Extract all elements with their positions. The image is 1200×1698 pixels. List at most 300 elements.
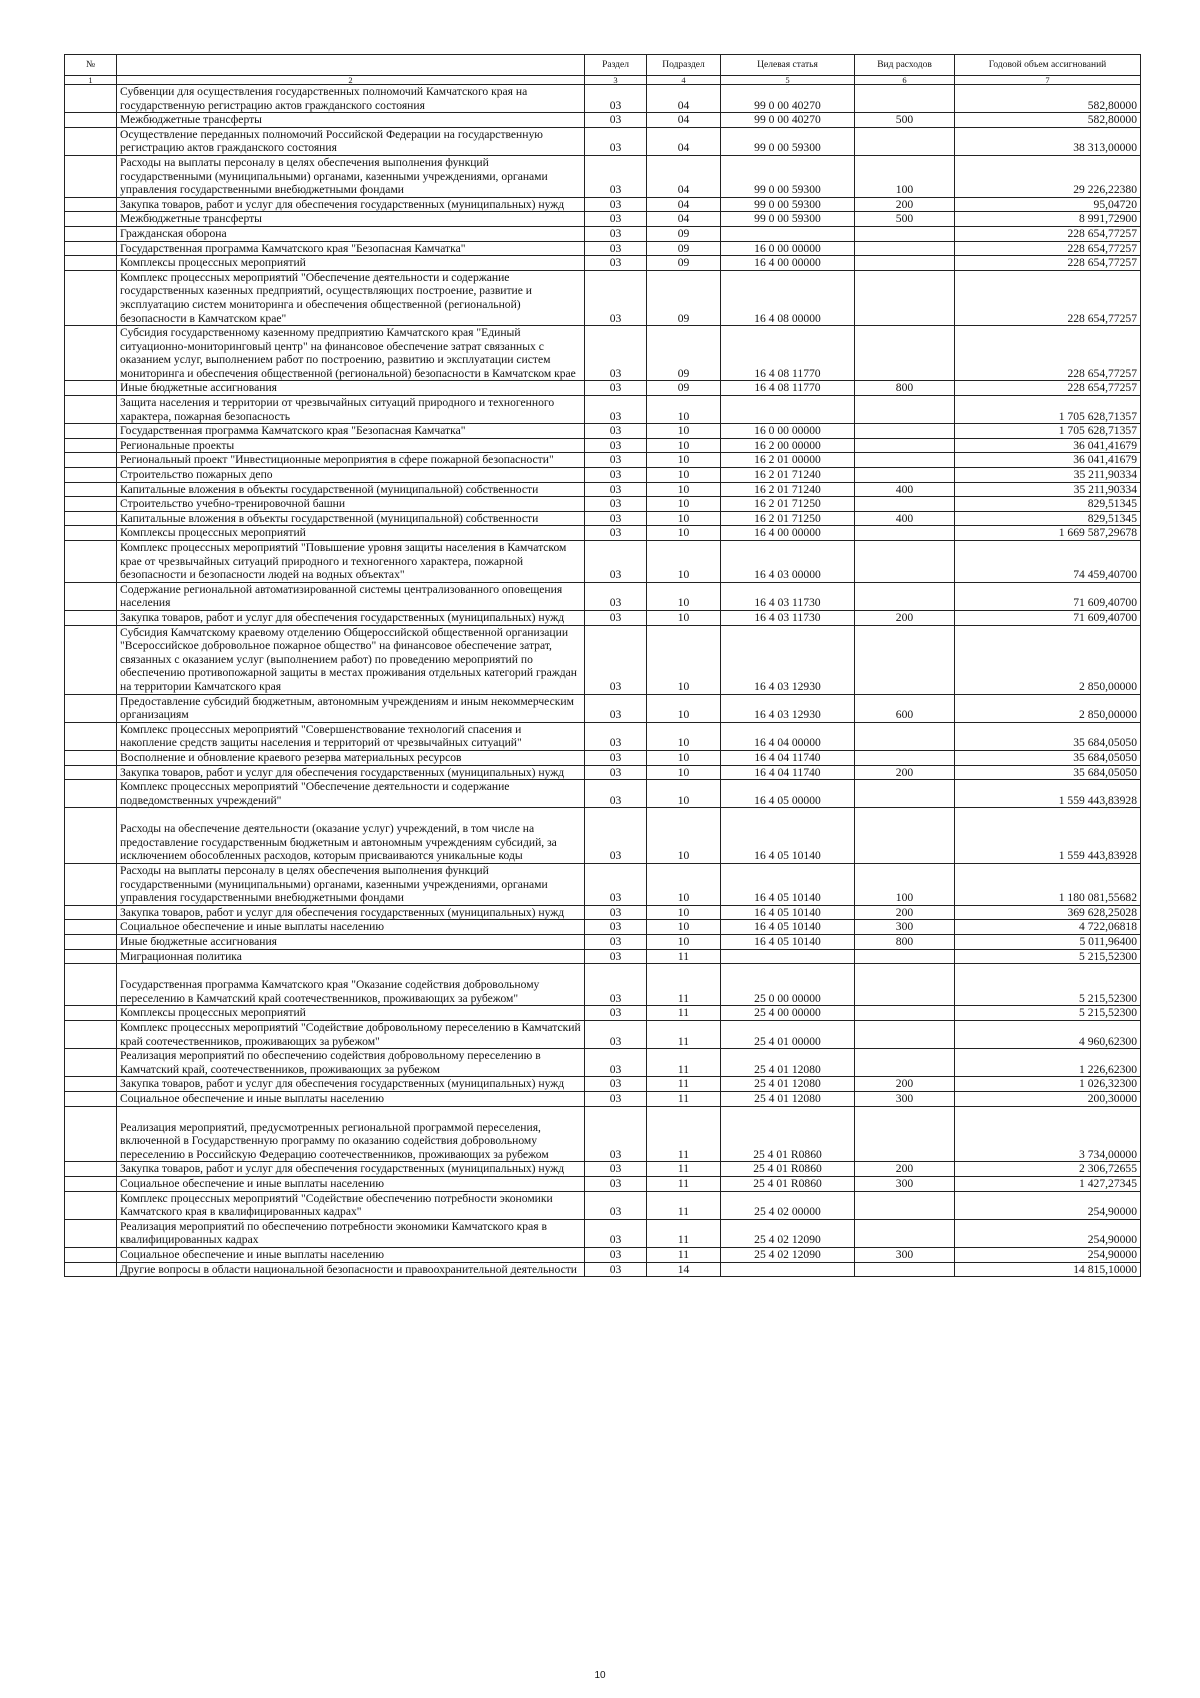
row-number-cell	[65, 212, 117, 227]
row-podrazdel: 11	[647, 1077, 721, 1092]
row-razdel: 03	[585, 765, 647, 780]
header-name	[117, 55, 585, 76]
row-target-article: 99 0 00 59300	[721, 197, 855, 212]
row-number-cell	[65, 610, 117, 625]
row-razdel: 03	[585, 1191, 647, 1219]
row-target-article: 16 0 00 00000	[721, 241, 855, 256]
row-target-article: 16 4 04 11740	[721, 765, 855, 780]
row-name: Реализация мероприятий по обеспечению потребности экономики Камчатского края в квалифицированных кадрах	[117, 1219, 585, 1247]
row-podrazdel: 11	[647, 1106, 721, 1162]
row-razdel: 03	[585, 625, 647, 694]
row-name: Миграционная политика	[117, 949, 585, 964]
row-number-cell	[65, 1077, 117, 1092]
row-amount: 1 559 443,83928	[955, 808, 1141, 864]
row-podrazdel: 10	[647, 920, 721, 935]
row-name: Строительство учебно-тренировочной башни	[117, 497, 585, 512]
row-expense-type	[855, 424, 955, 439]
row-target-article: 16 2 01 00000	[721, 453, 855, 468]
row-number-cell	[65, 468, 117, 483]
row-number-cell	[65, 197, 117, 212]
row-name: Региональный проект "Инвестиционные мероприятия в сфере пожарной безопасности"	[117, 453, 585, 468]
row-razdel: 03	[585, 396, 647, 424]
table-row	[65, 326, 1141, 381]
row-number-cell	[65, 1162, 117, 1177]
row-expense-type	[855, 270, 955, 325]
row-number-cell	[65, 497, 117, 512]
row-number-cell	[65, 511, 117, 526]
row-podrazdel: 11	[647, 1006, 721, 1021]
table-row	[65, 438, 1141, 453]
row-podrazdel: 09	[647, 326, 721, 381]
row-expense-type: 100	[855, 864, 955, 906]
row-razdel: 03	[585, 127, 647, 155]
row-target-article: 16 4 08 11770	[721, 381, 855, 396]
table-row	[65, 1077, 1141, 1092]
row-amount: 228 654,77257	[955, 256, 1141, 271]
table-row	[65, 526, 1141, 541]
row-expense-type	[855, 85, 955, 113]
row-amount: 4 722,06818	[955, 920, 1141, 935]
table-row	[65, 113, 1141, 128]
row-amount: 582,80000	[955, 85, 1141, 113]
row-razdel: 03	[585, 1176, 647, 1191]
row-target-article: 25 4 01 R0860	[721, 1176, 855, 1191]
row-razdel: 03	[585, 511, 647, 526]
row-podrazdel: 10	[647, 582, 721, 610]
row-expense-type: 400	[855, 511, 955, 526]
table-row	[65, 905, 1141, 920]
row-expense-type: 800	[855, 381, 955, 396]
row-podrazdel: 10	[647, 438, 721, 453]
row-expense-type	[855, 438, 955, 453]
row-name: Социальное обеспечение и иные выплаты населению	[117, 920, 585, 935]
row-podrazdel: 09	[647, 270, 721, 325]
table-row	[65, 1219, 1141, 1247]
row-razdel: 03	[585, 155, 647, 197]
row-razdel: 03	[585, 438, 647, 453]
table-row	[65, 396, 1141, 424]
row-expense-type	[855, 1219, 955, 1247]
row-name: Реализация мероприятий по обеспечению содействия добровольному переселению в Камчатский край, соотечественников, проживающих за рубежом	[117, 1049, 585, 1077]
row-name: Предоставление субсидий бюджетным, автономным учреждениям и иным некоммерческим организациям	[117, 694, 585, 722]
row-amount: 228 654,77257	[955, 381, 1141, 396]
row-name: Комплексы процессных мероприятий	[117, 526, 585, 541]
row-podrazdel: 11	[647, 1021, 721, 1049]
row-podrazdel: 04	[647, 155, 721, 197]
table-row	[65, 864, 1141, 906]
row-target-article: 25 0 00 00000	[721, 964, 855, 1006]
row-number-cell	[65, 1091, 117, 1106]
row-razdel: 03	[585, 85, 647, 113]
row-number-cell	[65, 526, 117, 541]
row-number-cell	[65, 127, 117, 155]
row-podrazdel: 11	[647, 1247, 721, 1262]
table-row	[65, 1176, 1141, 1191]
table-row	[65, 780, 1141, 808]
row-number-cell	[65, 226, 117, 241]
row-podrazdel: 11	[647, 1091, 721, 1106]
row-name: Социальное обеспечение и иные выплаты населению	[117, 1091, 585, 1106]
row-target-article: 16 4 00 00000	[721, 526, 855, 541]
row-expense-type: 100	[855, 155, 955, 197]
table-row	[65, 256, 1141, 271]
table-row	[65, 241, 1141, 256]
row-expense-type	[855, 241, 955, 256]
row-podrazdel: 10	[647, 526, 721, 541]
row-razdel: 03	[585, 949, 647, 964]
table-row	[65, 1021, 1141, 1049]
row-name: Осуществление переданных полномочий Российской Федерации на государственную регистрацию актов гражданского состояния	[117, 127, 585, 155]
row-amount: 3 734,00000	[955, 1106, 1141, 1162]
table-row	[65, 226, 1141, 241]
table-row	[65, 1262, 1141, 1277]
row-target-article: 16 2 00 00000	[721, 438, 855, 453]
row-number-cell	[65, 582, 117, 610]
row-podrazdel: 11	[647, 1162, 721, 1177]
row-name: Комплекс процессных мероприятий "Обеспечение деятельности и содержание подведомственных учреждений"	[117, 780, 585, 808]
table-header-row	[65, 55, 1141, 76]
row-name: Расходы на обеспечение деятельности (оказание услуг) учреждений, в том числе на предоставление государственным бюджетным и автономным учреждениям субсидий, за исключением обособленных расходов, которым присваиваются уникальные коды	[117, 808, 585, 864]
row-razdel: 03	[585, 1006, 647, 1021]
row-number-cell	[65, 381, 117, 396]
row-number-cell	[65, 949, 117, 964]
row-target-article: 99 0 00 59300	[721, 155, 855, 197]
row-amount: 369 628,25028	[955, 905, 1141, 920]
row-razdel: 03	[585, 526, 647, 541]
row-podrazdel: 10	[647, 541, 721, 583]
row-amount: 1 669 587,29678	[955, 526, 1141, 541]
row-name: Строительство пожарных депо	[117, 468, 585, 483]
row-number-cell	[65, 1006, 117, 1021]
header-num: №	[65, 55, 117, 76]
row-amount: 1 226,62300	[955, 1049, 1141, 1077]
row-razdel: 03	[585, 241, 647, 256]
row-target-article: 25 4 01 12080	[721, 1077, 855, 1092]
row-number-cell	[65, 1049, 117, 1077]
row-amount: 254,90000	[955, 1247, 1141, 1262]
row-amount: 35 211,90334	[955, 482, 1141, 497]
row-target-article: 25 4 01 12080	[721, 1091, 855, 1106]
row-expense-type	[855, 808, 955, 864]
row-target-article: 16 4 05 10140	[721, 905, 855, 920]
column-number: 2	[117, 76, 585, 85]
row-amount: 35 684,05050	[955, 722, 1141, 750]
row-expense-type: 300	[855, 920, 955, 935]
row-amount: 14 815,10000	[955, 1262, 1141, 1277]
row-name: Гражданская оборона	[117, 226, 585, 241]
row-number-cell	[65, 765, 117, 780]
row-name: Государственная программа Камчатского края "Оказание содействия добровольному переселению в Камчатский край соотечественников, проживающих за рубежом"	[117, 964, 585, 1006]
row-expense-type: 800	[855, 935, 955, 950]
row-target-article: 99 0 00 40270	[721, 113, 855, 128]
row-razdel: 03	[585, 482, 647, 497]
row-amount: 36 041,41679	[955, 453, 1141, 468]
row-name: Расходы на выплаты персоналу в целях обеспечения выполнения функций государственными (муниципальными) органами, казенными учреждениями, органами управления государственными внебюджетными фондами	[117, 155, 585, 197]
row-expense-type	[855, 468, 955, 483]
row-target-article: 25 4 02 12090	[721, 1247, 855, 1262]
table-row	[65, 1049, 1141, 1077]
row-razdel: 03	[585, 694, 647, 722]
row-target-article: 16 4 05 00000	[721, 780, 855, 808]
row-podrazdel: 10	[647, 765, 721, 780]
row-number-cell	[65, 1191, 117, 1219]
row-razdel: 03	[585, 197, 647, 212]
row-name: Социальное обеспечение и иные выплаты населению	[117, 1176, 585, 1191]
row-target-article: 16 4 04 00000	[721, 722, 855, 750]
row-name: Межбюджетные трансферты	[117, 113, 585, 128]
row-razdel: 03	[585, 212, 647, 227]
row-number-cell	[65, 155, 117, 197]
row-expense-type: 200	[855, 610, 955, 625]
row-target-article	[721, 226, 855, 241]
row-target-article: 25 4 01 12080	[721, 1049, 855, 1077]
row-number-cell	[65, 808, 117, 864]
row-target-article: 99 0 00 59300	[721, 212, 855, 227]
row-name: Субвенции для осуществления государственных полномочий Камчатского края на государственную регистрацию актов гражданского состояния	[117, 85, 585, 113]
row-amount: 829,51345	[955, 511, 1141, 526]
row-razdel: 03	[585, 780, 647, 808]
row-name: Закупка товаров, работ и услуг для обеспечения государственных (муниципальных) нужд	[117, 905, 585, 920]
row-target-article: 16 4 05 10140	[721, 808, 855, 864]
table-row	[65, 722, 1141, 750]
row-razdel: 03	[585, 1091, 647, 1106]
row-amount: 582,80000	[955, 113, 1141, 128]
row-razdel: 03	[585, 424, 647, 439]
table-row	[65, 424, 1141, 439]
row-name: Субсидия государственному казенному предприятию Камчатского края "Единый ситуационно-мониторинговый центр" на финансовое обеспечение затрат связанных с оказанием услуг, выполнением работ по построению, развитию и эксплуатации систем мониторинга и обеспечения общественной (региональной) безопасности в Камчатском крае	[117, 326, 585, 381]
row-number-cell	[65, 1262, 117, 1277]
row-podrazdel: 10	[647, 694, 721, 722]
row-name: Субсидия Камчатскому краевому отделению Общероссийской общественной организации "Всероссийское добровольное пожарное общество" на финансовое обеспечение затрат, связанных с оказанием услуг (выполнением работ) по проведению мероприятий по обеспечению противопожарной защиты в местах проживания отдельных категорий граждан на территории Камчатского края	[117, 625, 585, 694]
row-podrazdel: 10	[647, 497, 721, 512]
row-podrazdel: 10	[647, 468, 721, 483]
row-name: Закупка товаров, работ и услуг для обеспечения государственных (муниципальных) нужд	[117, 765, 585, 780]
row-amount: 4 960,62300	[955, 1021, 1141, 1049]
table-row	[65, 1191, 1141, 1219]
row-razdel: 03	[585, 326, 647, 381]
row-expense-type	[855, 582, 955, 610]
row-number-cell	[65, 326, 117, 381]
row-target-article: 16 0 00 00000	[721, 424, 855, 439]
row-expense-type	[855, 949, 955, 964]
row-podrazdel: 10	[647, 864, 721, 906]
row-amount: 1 180 081,55682	[955, 864, 1141, 906]
table-row	[65, 511, 1141, 526]
row-target-article: 16 4 00 00000	[721, 256, 855, 271]
row-number-cell	[65, 241, 117, 256]
table-row	[65, 127, 1141, 155]
row-expense-type	[855, 1262, 955, 1277]
row-podrazdel: 09	[647, 381, 721, 396]
row-expense-type: 500	[855, 212, 955, 227]
row-amount: 1 705 628,71357	[955, 396, 1141, 424]
row-razdel: 03	[585, 270, 647, 325]
row-name: Содержание региональной автоматизированной системы централизованного оповещения населения	[117, 582, 585, 610]
row-number-cell	[65, 113, 117, 128]
table-row	[65, 750, 1141, 765]
row-number-cell	[65, 722, 117, 750]
row-razdel: 03	[585, 582, 647, 610]
row-podrazdel: 14	[647, 1262, 721, 1277]
row-expense-type	[855, 1006, 955, 1021]
row-name: Закупка товаров, работ и услуг для обеспечения государственных (муниципальных) нужд	[117, 1162, 585, 1177]
row-amount: 74 459,40700	[955, 541, 1141, 583]
row-amount: 38 313,00000	[955, 127, 1141, 155]
row-podrazdel: 10	[647, 905, 721, 920]
row-amount: 95,04720	[955, 197, 1141, 212]
row-amount: 35 684,05050	[955, 750, 1141, 765]
row-name: Социальное обеспечение и иные выплаты населению	[117, 1247, 585, 1262]
row-expense-type: 200	[855, 905, 955, 920]
row-name: Капитальные вложения в объекты государственной (муниципальной) собственности	[117, 511, 585, 526]
row-razdel: 03	[585, 226, 647, 241]
row-target-article: 25 4 02 00000	[721, 1191, 855, 1219]
row-razdel: 03	[585, 468, 647, 483]
row-expense-type: 300	[855, 1247, 955, 1262]
row-target-article: 16 2 01 71250	[721, 511, 855, 526]
row-razdel: 03	[585, 1262, 647, 1277]
table-row	[65, 155, 1141, 197]
column-number: 7	[955, 76, 1141, 85]
table-row	[65, 482, 1141, 497]
row-razdel: 03	[585, 453, 647, 468]
row-razdel: 03	[585, 1247, 647, 1262]
table-row	[65, 270, 1141, 325]
row-name: Реализация мероприятий, предусмотренных региональной программой переселения, включенной в Государственную программу по оказанию содействия добровольному переселению в Российскую Федерацию соотечественников, проживающих за рубежом	[117, 1106, 585, 1162]
row-number-cell	[65, 694, 117, 722]
row-name: Закупка товаров, работ и услуг для обеспечения государственных (муниципальных) нужд	[117, 1077, 585, 1092]
row-amount: 71 609,40700	[955, 582, 1141, 610]
row-target-article: 16 4 03 11730	[721, 582, 855, 610]
row-podrazdel: 10	[647, 610, 721, 625]
column-number: 1	[65, 76, 117, 85]
header-expense-type: Вид расходов	[855, 55, 955, 76]
row-target-article: 16 4 05 10140	[721, 864, 855, 906]
row-number-cell	[65, 780, 117, 808]
row-name: Иные бюджетные ассигнования	[117, 935, 585, 950]
row-expense-type: 300	[855, 1091, 955, 1106]
row-podrazdel: 04	[647, 127, 721, 155]
row-target-article: 16 2 01 71250	[721, 497, 855, 512]
row-podrazdel: 04	[647, 113, 721, 128]
row-podrazdel: 04	[647, 85, 721, 113]
row-expense-type	[855, 750, 955, 765]
row-podrazdel: 11	[647, 1219, 721, 1247]
table-row	[65, 808, 1141, 864]
row-target-article: 16 4 04 11740	[721, 750, 855, 765]
row-amount: 5 215,52300	[955, 964, 1141, 1006]
table-row	[65, 1106, 1141, 1162]
column-number: 3	[585, 76, 647, 85]
row-razdel: 03	[585, 541, 647, 583]
row-razdel: 03	[585, 1162, 647, 1177]
row-podrazdel: 09	[647, 226, 721, 241]
row-expense-type	[855, 722, 955, 750]
row-name: Региональные проекты	[117, 438, 585, 453]
row-name: Защита населения и территории от чрезвычайных ситуаций природного и техногенного характера, пожарная безопасность	[117, 396, 585, 424]
row-podrazdel: 11	[647, 1049, 721, 1077]
row-amount: 5 215,52300	[955, 949, 1141, 964]
row-target-article: 16 4 03 12930	[721, 625, 855, 694]
row-razdel: 03	[585, 1106, 647, 1162]
page-number: 10	[594, 1670, 606, 1681]
row-podrazdel: 11	[647, 1191, 721, 1219]
row-razdel: 03	[585, 1049, 647, 1077]
row-expense-type: 200	[855, 765, 955, 780]
row-podrazdel: 10	[647, 750, 721, 765]
row-amount: 1 026,32300	[955, 1077, 1141, 1092]
table-row	[65, 920, 1141, 935]
row-amount: 29 226,22380	[955, 155, 1141, 197]
row-number-cell	[65, 625, 117, 694]
row-number-cell	[65, 424, 117, 439]
row-name: Другие вопросы в области национальной безопасности и правоохранительной деятельности	[117, 1262, 585, 1277]
row-target-article: 25 4 00 00000	[721, 1006, 855, 1021]
row-podrazdel: 10	[647, 511, 721, 526]
row-target-article: 25 4 01 R0860	[721, 1162, 855, 1177]
row-amount: 8 991,72900	[955, 212, 1141, 227]
row-podrazdel: 10	[647, 424, 721, 439]
row-razdel: 03	[585, 964, 647, 1006]
row-razdel: 03	[585, 381, 647, 396]
row-amount: 2 850,00000	[955, 625, 1141, 694]
row-amount: 228 654,77257	[955, 226, 1141, 241]
row-amount: 1 427,27345	[955, 1176, 1141, 1191]
header-razdel: Раздел	[585, 55, 647, 76]
row-number-cell	[65, 935, 117, 950]
row-name: Межбюджетные трансферты	[117, 212, 585, 227]
column-number: 6	[855, 76, 955, 85]
row-podrazdel: 10	[647, 625, 721, 694]
row-razdel: 03	[585, 920, 647, 935]
row-target-article: 16 4 03 00000	[721, 541, 855, 583]
row-expense-type: 200	[855, 1077, 955, 1092]
row-amount: 829,51345	[955, 497, 1141, 512]
row-expense-type: 200	[855, 197, 955, 212]
row-target-article: 16 4 03 11730	[721, 610, 855, 625]
row-name: Комплекс процессных мероприятий "Совершенствование технологий спасения и накопление средств защиты населения и территорий от чрезвычайных ситуаций"	[117, 722, 585, 750]
row-number-cell	[65, 1176, 117, 1191]
row-expense-type	[855, 625, 955, 694]
row-target-article: 16 4 05 10140	[721, 920, 855, 935]
row-name: Закупка товаров, работ и услуг для обеспечения государственных (муниципальных) нужд	[117, 197, 585, 212]
row-target-article: 16 2 01 71240	[721, 482, 855, 497]
row-expense-type	[855, 541, 955, 583]
row-expense-type: 300	[855, 1176, 955, 1191]
table-row	[65, 468, 1141, 483]
row-target-article: 99 0 00 40270	[721, 85, 855, 113]
table-row	[65, 212, 1141, 227]
row-razdel: 03	[585, 722, 647, 750]
row-name: Комплекс процессных мероприятий "Повышение уровня защиты населения в Камчатском крае от чрезвычайных ситуаций природного и техногенного характера, пожарной безопасности и безопасности людей на водных объектах"	[117, 541, 585, 583]
row-name: Восполнение и обновление краевого резерва материальных ресурсов	[117, 750, 585, 765]
row-razdel: 03	[585, 1219, 647, 1247]
row-amount: 71 609,40700	[955, 610, 1141, 625]
row-amount: 5 011,96400	[955, 935, 1141, 950]
row-amount: 5 215,52300	[955, 1006, 1141, 1021]
row-number-cell	[65, 1247, 117, 1262]
table-row	[65, 197, 1141, 212]
row-target-article: 25 4 01 00000	[721, 1021, 855, 1049]
row-number-cell	[65, 750, 117, 765]
row-target-article: 16 4 08 11770	[721, 326, 855, 381]
row-amount: 2 306,72655	[955, 1162, 1141, 1177]
row-razdel: 03	[585, 113, 647, 128]
row-amount: 35 684,05050	[955, 765, 1141, 780]
table-row	[65, 1247, 1141, 1262]
row-number-cell	[65, 964, 117, 1006]
row-razdel: 03	[585, 1077, 647, 1092]
